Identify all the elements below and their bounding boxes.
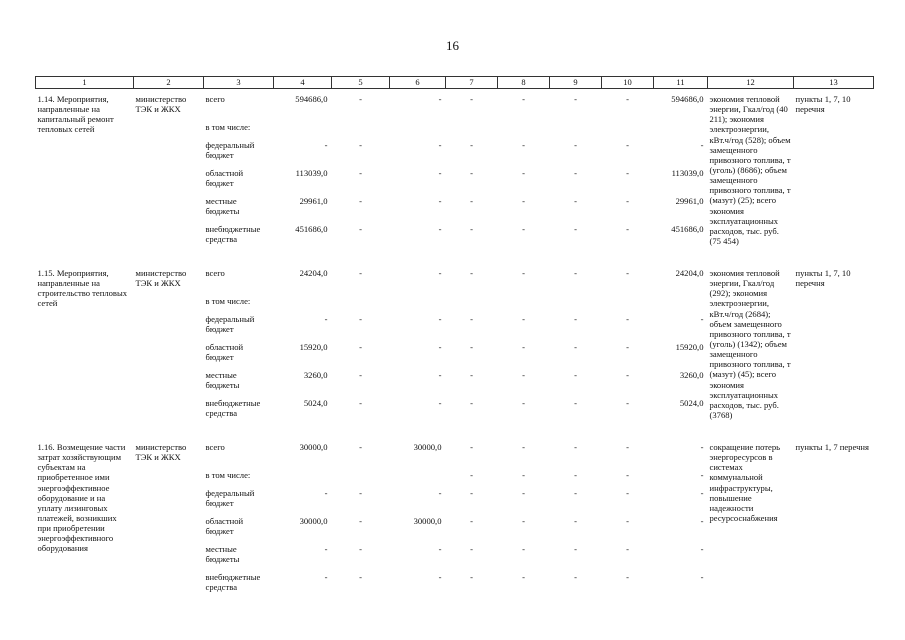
year-cell: -: [626, 442, 629, 452]
year-cell: -: [438, 224, 442, 234]
total-cell: -: [324, 544, 328, 554]
indicators: сокращение потерь энергоресурсов в системах коммунальной инфраструктуры, повышение надежности ресурсоснабжения: [709, 442, 781, 523]
year-cell: 24204,0: [675, 268, 704, 278]
funding-source: федеральный бюджет: [205, 314, 255, 335]
year-cell: -: [359, 168, 362, 178]
year-cell: -: [626, 398, 629, 408]
year-cell: -: [438, 398, 442, 408]
year-cell: -: [438, 544, 442, 554]
year-cell: -: [470, 488, 473, 498]
year-cell: -: [438, 94, 442, 104]
year-cell: -: [574, 470, 577, 480]
year-cell: -: [522, 398, 525, 408]
year-cell: 30000,0: [413, 442, 442, 452]
year-cell: [332, 469, 390, 487]
column-header: 9: [550, 77, 602, 89]
year-cell: -: [574, 196, 577, 206]
total-cell: 3260,0: [303, 370, 328, 380]
year-cell: -: [626, 224, 629, 234]
year-cell: -: [438, 268, 442, 278]
year-cell: -: [574, 442, 577, 452]
column-header: 13: [794, 77, 874, 89]
year-cell: [550, 121, 602, 139]
year-cell: -: [700, 470, 704, 480]
list-items: пункты 1, 7 перечня: [795, 442, 869, 452]
year-cell: -: [470, 168, 473, 178]
year-cell: -: [359, 140, 362, 150]
year-cell: -: [470, 442, 473, 452]
year-cell: [498, 295, 550, 313]
year-cell: -: [359, 314, 362, 324]
spacer: [36, 425, 874, 437]
year-cell: [332, 121, 390, 139]
year-cell: -: [700, 544, 704, 554]
year-cell: -: [574, 342, 577, 352]
year-cell: [390, 121, 446, 139]
year-cell: -: [359, 370, 362, 380]
year-cell: -: [626, 342, 629, 352]
year-cell: -: [574, 224, 577, 234]
year-cell: -: [626, 140, 629, 150]
year-cell: -: [574, 314, 577, 324]
funding-source: областной бюджет: [205, 516, 244, 537]
year-cell: -: [522, 572, 525, 582]
year-cell: -: [574, 488, 577, 498]
year-cell: [390, 295, 446, 313]
year-cell: -: [522, 442, 525, 452]
column-header: 7: [446, 77, 498, 89]
row-gap: [36, 425, 874, 437]
year-cell: -: [359, 442, 362, 452]
year-cell: 451686,0: [671, 224, 704, 234]
year-cell: [390, 469, 446, 487]
year-cell: -: [574, 572, 577, 582]
year-cell: 113039,0: [671, 168, 704, 178]
year-cell: 15920,0: [675, 342, 704, 352]
column-header: 10: [602, 77, 654, 89]
total-cell: [274, 295, 332, 313]
total-cell: -: [324, 488, 328, 498]
page-number: 16: [446, 38, 459, 53]
year-cell: -: [626, 370, 629, 380]
year-cell: -: [522, 488, 525, 498]
total-cell: 15920,0: [299, 342, 328, 352]
year-cell: -: [700, 572, 704, 582]
year-cell: -: [522, 168, 525, 178]
year-cell: -: [626, 544, 629, 554]
year-cell: -: [700, 442, 704, 452]
year-cell: [550, 295, 602, 313]
year-cell: -: [470, 370, 473, 380]
year-cell: -: [438, 488, 442, 498]
year-cell: -: [626, 168, 629, 178]
year-cell: -: [522, 196, 525, 206]
funding-source: в том числе:: [205, 296, 251, 306]
year-cell: -: [470, 398, 473, 408]
year-cell: [602, 121, 654, 139]
year-cell: -: [359, 488, 362, 498]
year-cell: -: [470, 342, 473, 352]
total-cell: 24204,0: [299, 268, 328, 278]
total-cell: -: [324, 572, 328, 582]
year-cell: [654, 121, 708, 139]
column-header: 1: [36, 77, 134, 89]
year-cell: [602, 295, 654, 313]
executor: министерство ТЭК и ЖКХ: [135, 442, 187, 463]
header-row: [36, 77, 874, 89]
year-cell: [446, 295, 498, 313]
year-cell: -: [359, 94, 362, 104]
year-cell: -: [522, 94, 525, 104]
year-cell: -: [438, 168, 442, 178]
spacer: [36, 251, 874, 263]
total-cell: -: [324, 314, 328, 324]
year-cell: -: [522, 314, 525, 324]
year-cell: -: [700, 140, 704, 150]
total-cell: 30000,0: [299, 516, 328, 526]
year-cell: 5024,0: [679, 398, 704, 408]
year-cell: -: [359, 224, 362, 234]
table-body: [36, 89, 874, 600]
year-cell: -: [438, 342, 442, 352]
funding-source: внебюджетные средства: [205, 398, 261, 419]
total-cell: 594686,0: [295, 94, 328, 104]
year-cell: -: [359, 516, 362, 526]
table-row: [36, 263, 874, 295]
year-cell: -: [470, 314, 473, 324]
year-cell: -: [359, 398, 362, 408]
year-cell: -: [574, 168, 577, 178]
funding-source: федеральный бюджет: [205, 488, 255, 509]
year-cell: -: [700, 488, 704, 498]
list-items: пункты 1, 7, 10 перечня: [795, 268, 851, 289]
funding-source: областной бюджет: [205, 342, 244, 363]
year-cell: -: [574, 268, 577, 278]
year-cell: [654, 295, 708, 313]
year-cell: 3260,0: [679, 370, 704, 380]
total-cell: 29961,0: [299, 196, 328, 206]
table-row: [36, 437, 874, 469]
list-items: пункты 1, 7, 10 перечня: [795, 94, 851, 115]
year-cell: -: [470, 140, 473, 150]
year-cell: -: [574, 516, 577, 526]
executor: министерство ТЭК и ЖКХ: [135, 94, 187, 115]
year-cell: -: [626, 516, 629, 526]
total-cell: 451686,0: [295, 224, 328, 234]
year-cell: -: [626, 268, 629, 278]
year-cell: -: [470, 470, 473, 480]
total-cell: 113039,0: [295, 168, 328, 178]
year-cell: [498, 121, 550, 139]
year-cell: -: [359, 342, 362, 352]
year-cell: -: [359, 268, 362, 278]
year-cell: -: [438, 370, 442, 380]
year-cell: -: [574, 370, 577, 380]
column-header: 8: [498, 77, 550, 89]
column-header: 4: [274, 77, 332, 89]
year-cell: -: [438, 572, 442, 582]
measure-name: 1.16. Возмещение части затрат хозяйствующим субъектам на приобретенное ими энергоэффективное оборудование и на уплату лизинговых платежей, возникших при приобретении энергоэффективного оборудования: [37, 442, 126, 554]
total-cell: 30000,0: [299, 442, 328, 452]
row-gap: [36, 251, 874, 263]
year-cell: -: [626, 94, 629, 104]
column-header: 12: [708, 77, 794, 89]
column-header: 2: [134, 77, 204, 89]
year-cell: -: [470, 196, 473, 206]
funding-source: всего: [205, 268, 225, 278]
year-cell: -: [522, 516, 525, 526]
year-cell: -: [522, 140, 525, 150]
funding-source: областной бюджет: [205, 168, 244, 189]
total-cell: [274, 121, 332, 139]
year-cell: -: [522, 470, 525, 480]
funding-source: в том числе:: [205, 122, 251, 132]
year-cell: -: [700, 314, 704, 324]
year-cell: -: [470, 268, 473, 278]
year-cell: -: [626, 314, 629, 324]
year-cell: -: [470, 224, 473, 234]
year-cell: -: [438, 314, 442, 324]
year-cell: -: [359, 544, 362, 554]
indicators: экономия тепловой энергии, Гкал/год (292); экономия электроэнергии, кВт.ч/год (2684); объем замещенного привозного топлива, т (уголь) (1342); объем замещенного привозного топлива, т (мазут) (45); всего экономия эксплуатационных расходов, тыс. руб. (3768): [709, 268, 791, 420]
year-cell: -: [438, 140, 442, 150]
year-cell: 594686,0: [671, 94, 704, 104]
year-cell: 29961,0: [675, 196, 704, 206]
executor: министерство ТЭК и ЖКХ: [135, 268, 187, 289]
funding-source: местные бюджеты: [205, 370, 240, 391]
column-header: 5: [332, 77, 390, 89]
total-cell: 5024,0: [303, 398, 328, 408]
funding-source: всего: [205, 442, 225, 452]
funding-source: внебюджетные средства: [205, 224, 261, 245]
column-header: 3: [204, 77, 274, 89]
year-cell: -: [438, 196, 442, 206]
measure-name: 1.14. Мероприятия, направленные на капитальный ремонт тепловых сетей: [37, 94, 114, 135]
funding-source: местные бюджеты: [205, 544, 240, 565]
program-table: [35, 76, 874, 599]
year-cell: -: [522, 342, 525, 352]
year-cell: 30000,0: [413, 516, 442, 526]
year-cell: -: [700, 516, 704, 526]
measure-name: 1.15. Мероприятия, направленные на строительство тепловых сетей: [37, 268, 128, 309]
year-cell: -: [522, 544, 525, 554]
total-cell: [274, 469, 332, 487]
funding-source: в том числе:: [205, 470, 251, 480]
year-cell: -: [470, 516, 473, 526]
year-cell: [332, 295, 390, 313]
table-row: [36, 89, 874, 122]
funding-source: местные бюджеты: [205, 196, 240, 217]
year-cell: -: [626, 470, 629, 480]
year-cell: -: [574, 94, 577, 104]
year-cell: -: [574, 140, 577, 150]
funding-source: внебюджетные средства: [205, 572, 261, 593]
year-cell: -: [470, 94, 473, 104]
year-cell: -: [574, 544, 577, 554]
column-header: 11: [654, 77, 708, 89]
year-cell: -: [574, 398, 577, 408]
year-cell: [446, 121, 498, 139]
total-cell: -: [324, 140, 328, 150]
year-cell: -: [470, 544, 473, 554]
indicators: экономия тепловой энергии, Гкал/год (40 211); экономия электроэнергии, кВт.ч/год (528); объем замещенного привозного топлива, т (уголь) (8686); объем замещенного привозного топлива, т (мазут) (25); всего экономия эксплуатационных расходов, тыс. руб. (75 454): [709, 94, 791, 246]
column-header: 6: [390, 77, 446, 89]
year-cell: -: [470, 572, 473, 582]
year-cell: -: [626, 196, 629, 206]
funding-source: федеральный бюджет: [205, 140, 255, 161]
year-cell: -: [359, 572, 362, 582]
year-cell: -: [626, 572, 629, 582]
year-cell: -: [359, 196, 362, 206]
year-cell: -: [626, 488, 629, 498]
year-cell: -: [522, 370, 525, 380]
year-cell: -: [522, 268, 525, 278]
funding-source: всего: [205, 94, 225, 104]
year-cell: -: [522, 224, 525, 234]
